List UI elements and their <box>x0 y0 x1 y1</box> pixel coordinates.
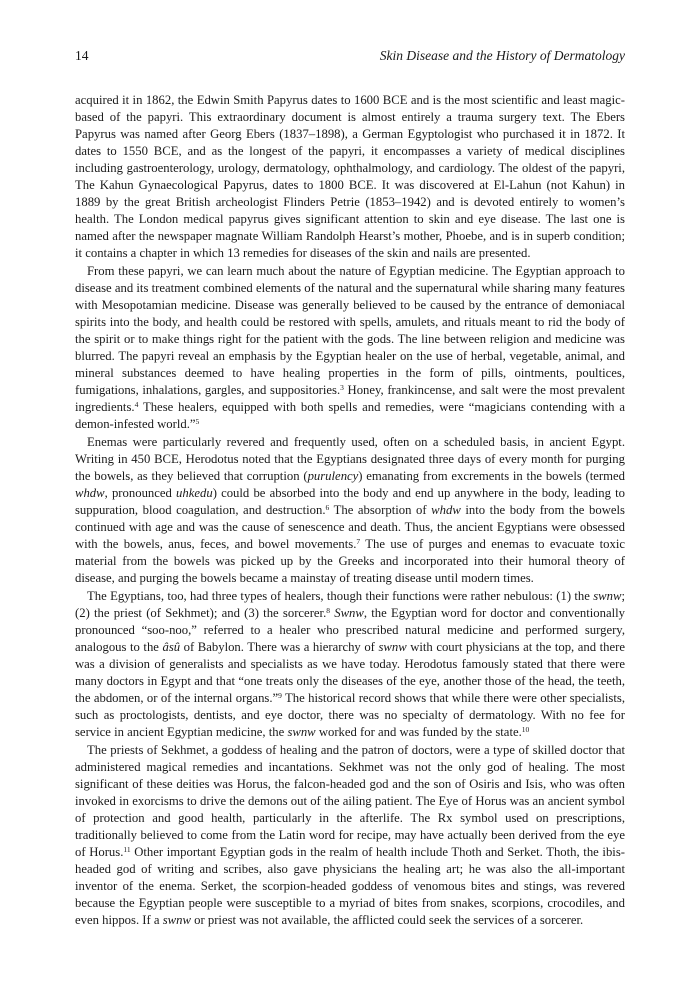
text-run: with court physicians at the top, and there was a division of generalists and specialists as we have today. Herodotus famously stated that there were many doctors in Egypt and that “one treats only the diseases of the eye, another those of the head, the teeth, the abdomen, or of the internal organs.” <box>75 640 625 705</box>
text-run: into the body from the bowels continued with age and was the cause of senescence and death. Thus, the ancient Egyptians were obsessed with the bowels, anus, feces, and bowel movements. <box>75 503 625 551</box>
text-run: ) could be absorbed into the body and end up anywhere in the body, leading to suppuration, blood coagulation, and destruction. <box>75 486 625 517</box>
italic-term: swnw <box>378 640 407 654</box>
text-run: , the Egyptian word for doctor and conventionally pronounced “soo-noo,” referred to a healer who prescribed natural medicine and performed surgery, analogous to the <box>75 606 626 654</box>
text-run: ; (2) the priest (of Sekhmet); and (3) the sorcerer. <box>75 589 625 620</box>
italic-term: swnw <box>593 589 622 603</box>
footnote-ref: 5 <box>195 417 200 426</box>
italic-term: swnw <box>162 913 191 927</box>
text-run: acquired it in 1862, the Edwin Smith Papyrus dates to 1600 BCE and is the most scientific and least magic-based of the papyri. This extraordinary document is almost entirely a trauma surgery text. The Ebers Papyrus was named after Georg Ebers (1837–1898), a German Egyptologist who purchased it in 1872. It dates to 1550 BCE, and as the longest of the papyri, it encompasses a variety of medical disciplines including gastroenterology, urology, dermatology, ophthalmology, and cardiology. The oldest of the papyri, The Kahun Gynaecological Papyrus, dates to 1800 BCE. It was discovered at El-Lahun (not Kahun) in 1889 by the great British archeologist Flinders Petrie (1853–1942) and is devoted entirely to women’s health. The London medical papyrus gives significant attention to skin and eye disease. The last one is named after the newspaper magnate William Randolph Hearst’s mother, Phoebe, and is in superb condition; it contains a chapter in which 13 remedies for diseases of the skin and nails are presented. <box>75 93 625 260</box>
italic-term: âsû <box>162 640 181 654</box>
paragraph <box>75 434 625 587</box>
footnote-ref: 10 <box>521 725 530 734</box>
paragraph <box>75 263 625 433</box>
italic-term: whdw <box>431 503 461 517</box>
text-run: The historical record shows that while there were other specialists, such as proctologists, dentists, and eye doctor, there was no specialty of dermatology. With no fee for service in ancient Egyptian medicine, the <box>75 691 625 739</box>
footnote-ref: 3 <box>340 383 344 392</box>
text-run: The Egyptians, too, had three types of healers, though their functions were rather nebulous: (1) the <box>87 589 594 603</box>
paragraph <box>75 742 625 929</box>
running-head: Skin Disease and the History of Dermatology <box>379 48 625 63</box>
paragraph <box>75 92 625 262</box>
footnote-ref: 6 <box>325 503 330 512</box>
text-run: The priests of Sekhmet, a goddess of healing and the patron of doctors, were a type of skilled doctor that administered magical remedies and incantations. Sekhmet was not the only god of healing. The most significant of these deities was Horus, the falcon-headed god and the son of Osiris and Isis, who was often invoked in exorcisms to drive the demons out of the ailing patient. The Eye of Horus was an ancient symbol of protection and good health, particularly in the afterlife. The Rx symbol used on prescriptions, traditionally believed to come from the Latin word for recipe, may have actually been derived from the eye of Horus. <box>75 743 625 859</box>
text-run: Enemas were particularly revered and frequently used, often on a scheduled basis, in ancient Egypt. Writing in 450 BCE, Herodotus noted that the Egyptians designated three days of every month for purging the bowels, as they believed that corruption ( <box>75 435 625 483</box>
page-header <box>75 48 625 68</box>
footnote-ref: 9 <box>278 691 282 700</box>
italic-term: Swnw <box>334 606 364 620</box>
italic-term: purulency <box>307 469 359 483</box>
italic-term: swnw <box>287 725 316 739</box>
footnote-ref: 4 <box>134 400 139 409</box>
text-run: The absorption of <box>329 503 432 517</box>
italic-term: whdw <box>75 486 105 500</box>
text-run: Other important Egyptian gods in the realm of health include Thoth and Serket. Thoth, the ibis-headed god of writing and scribes, also gave physicians the healing art; he was also the all-important inventor of the enema. Serket, the scorpion-headed goddess of venomous bites and stings, was revered because the Egyptian people were susceptible to a myriad of bites from snakes, scorpions, crocodiles, and even hippos. If a <box>75 845 625 927</box>
text-run: From these papyri, we can learn much about the nature of Egyptian medicine. The Egyptian approach to disease and its treatment combined elements of the natural and the supernatural while sharing many features with Mesopotamian medicine. Disease was generally believed to be caused by the entrance of demoniacal spirits into the body, and health could be restored with spells, amulets, and rituals meant to rid the body of the spirit or to make things right for the patient with the gods. The line between religion and medicine was blurred. The papyri reveal an emphasis by the Egyptian healer on the use of herbal, vegetable, animal, and mineral substances deemed to have healing properties in the form of pills, ointments, poultices, fumigations, inhalations, gargles, and suppositories. <box>75 264 625 397</box>
text-run: These healers, equipped with both spells and remedies, were “magicians contending with a demon-infested world.” <box>75 400 625 431</box>
text-run: The use of purges and enemas to evacuate toxic material from the bowels was picked up by the Greeks and incorporated into their humoral theory of disease, and purging the bowels became a mainstay of treating disease until modern times. <box>75 537 625 585</box>
page-number: 14 <box>75 48 89 63</box>
text-run: of Babylon. There was a hierarchy of <box>180 640 379 654</box>
text-run: or priest was not available, the afflicted could seek the services of a sorcerer. <box>190 913 584 927</box>
text-run: , pronounced <box>104 486 177 500</box>
footnote-ref: 7 <box>356 537 361 546</box>
footnote-ref: 11 <box>123 845 131 854</box>
body-text <box>75 92 625 929</box>
paragraph <box>75 588 625 741</box>
footnote-ref: 8 <box>326 606 330 615</box>
text-run: ) emanating from excrements in the bowels (termed <box>358 469 626 483</box>
italic-term: uhkedu <box>176 486 213 500</box>
text-run: Honey, frankincense, and salt were the most prevalent ingredients. <box>75 383 625 414</box>
text-run: worked for and was funded by the state. <box>315 725 522 739</box>
